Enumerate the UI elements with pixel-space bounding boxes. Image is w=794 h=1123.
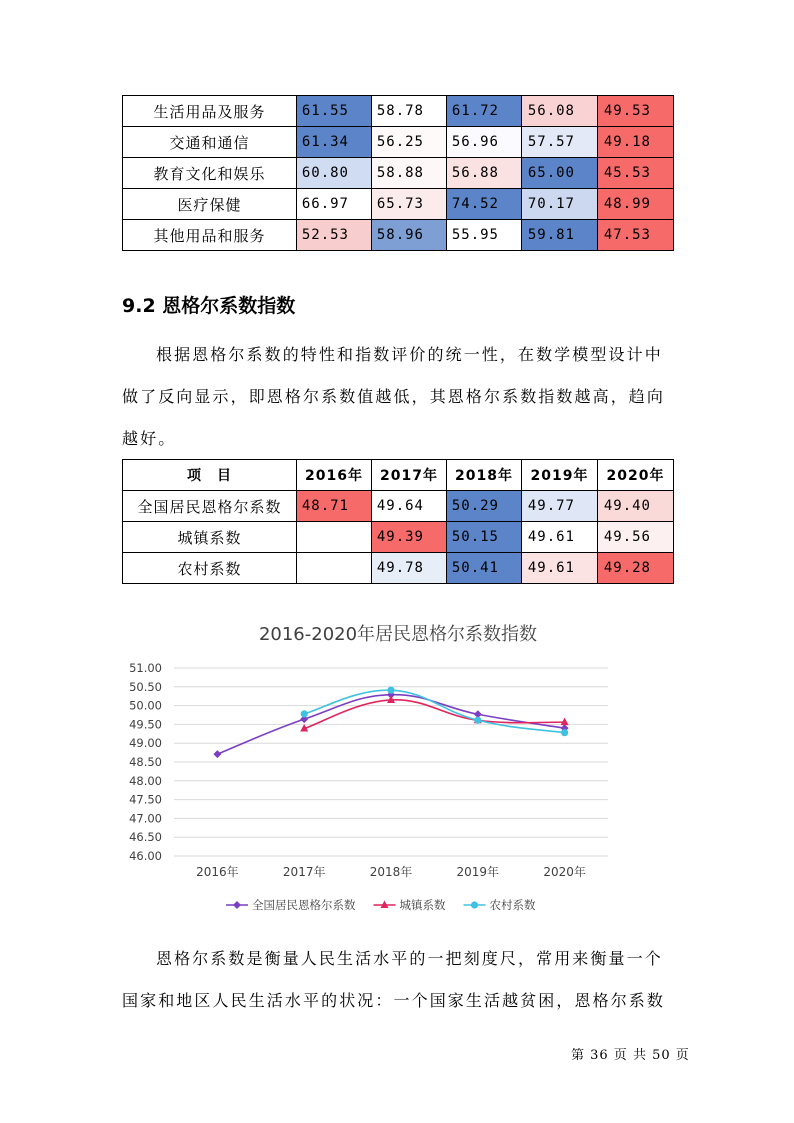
y-tick-label: 50.50 [129,679,162,694]
table-header-cell: 2020年 [598,460,674,491]
table-cell: 49.61 [522,522,598,553]
y-tick-label: 47.50 [129,792,162,807]
closing-paragraph: 恩格尔系数是衡量人民生活水平的一把刻度尺，常用来衡量一个国家和地区人民生活水平的状况：一个国家生活越贫困，恩格尔系数 [122,949,666,1010]
table-row [123,220,674,251]
legend-item [226,898,356,912]
y-tick-label: 46.00 [129,849,162,863]
legend-item [464,898,536,912]
y-tick-label: 46.50 [129,830,162,845]
table-cell: 50.15 [447,522,522,553]
row-label: 城镇系数 [123,522,297,553]
chart-legend [226,898,536,912]
table-header-cell: 2016年 [297,460,372,491]
table-cell: 49.61 [522,553,598,584]
table-cell: 49.18 [598,127,674,158]
line-chart-svg [122,612,674,924]
table-cell: 49.78 [372,553,447,584]
row-label: 交通和通信 [123,127,297,158]
table-cell: 49.77 [522,491,598,522]
x-axis-ticks [196,864,586,879]
y-axis-ticks [129,661,162,863]
table-header-cell: 2019年 [522,460,598,491]
table-cell: 52.53 [297,220,372,251]
table-cell: 58.96 [372,220,447,251]
table-cell: 61.55 [297,96,372,127]
legend-label: 城镇系数 [399,898,446,912]
y-tick-label: 51.00 [129,661,162,675]
table-row [123,127,674,158]
row-label: 生活用品及服务 [123,96,297,127]
table-cell: 57.57 [522,127,598,158]
engel-index-chart [122,612,674,924]
table-cell: 74.52 [447,189,522,220]
chart-title: 2016-2020年居民恩格尔系数指数 [258,624,538,645]
page-footer: 第 36 页 共 50 页 [571,1048,690,1063]
table-cell: 56.96 [447,127,522,158]
row-label: 全国居民恩格尔系数 [123,491,297,522]
x-tick-label: 2019年 [456,865,500,879]
row-label: 医疗保健 [123,189,297,220]
legend-marker [471,901,478,908]
x-tick-label: 2020年 [543,865,586,879]
series-3 [301,687,569,737]
row-label: 农村系数 [123,553,297,584]
table-header-cell: 2017年 [372,460,447,491]
data-point [474,717,481,724]
table-cell: 49.64 [372,491,447,522]
row-label: 其他用品和服务 [123,220,297,251]
table-cell: 61.72 [447,96,522,127]
y-tick-label: 48.50 [129,755,162,769]
table-cell: 49.56 [598,522,674,553]
consumption-index-table [122,95,674,251]
table-cell: 61.34 [297,127,372,158]
x-tick-label: 2016年 [196,865,239,879]
y-tick-label: 47.00 [129,811,162,826]
table-cell [297,522,372,553]
legend-item [374,898,446,912]
x-tick-label: 2018年 [369,865,413,879]
data-point [213,750,221,758]
table-cell: 47.53 [598,220,674,251]
table-cell: 56.88 [447,158,522,189]
table-cell: 65.73 [372,189,447,220]
table-cell: 58.88 [372,158,447,189]
table-cell: 55.95 [447,220,522,251]
legend-marker [233,901,241,909]
y-tick-label: 49.00 [129,736,162,751]
table-cell: 48.99 [598,189,674,220]
table-row [123,522,674,553]
y-tick-label: 48.00 [129,773,162,788]
table-row [123,553,674,584]
x-tick-label: 2017年 [282,865,326,879]
table-cell: 56.08 [522,96,598,127]
table-header-cell: 项 目 [123,460,297,491]
table-cell: 56.25 [372,127,447,158]
table-cell: 49.40 [598,491,674,522]
table-cell: 48.71 [297,491,372,522]
table-cell: 49.39 [372,522,447,553]
data-point [561,729,568,736]
table-cell: 70.17 [522,189,598,220]
table-cell: 66.97 [297,189,372,220]
legend-label: 农村系数 [489,898,536,912]
engel-coefficient-table [122,459,674,584]
y-tick-label: 50.00 [129,698,162,713]
data-point [301,710,308,717]
table-header-row [123,460,674,491]
table-header-cell: 2018年 [447,460,522,491]
data-point [387,687,394,694]
series-lines [213,687,568,759]
table-row [123,189,674,220]
table-cell: 49.53 [598,96,674,127]
table-cell: 49.28 [598,553,674,584]
table-cell: 59.81 [522,220,598,251]
table-row [123,96,674,127]
table-cell: 45.53 [598,158,674,189]
row-label: 教育文化和娱乐 [123,158,297,189]
table-row [123,491,674,522]
table-cell: 50.29 [447,491,522,522]
table-row [123,158,674,189]
table-cell: 60.80 [297,158,372,189]
section-heading: 9.2 恩格尔系数指数 [122,295,296,317]
table-cell [297,553,372,584]
table-cell: 65.00 [522,158,598,189]
table-cell: 58.78 [372,96,447,127]
y-tick-label: 49.50 [129,717,162,732]
table-cell: 50.41 [447,553,522,584]
legend-label: 全国居民恩格尔系数 [252,898,356,912]
intro-paragraph: 根据恩格尔系数的特性和指数评价的统一性，在数学模型设计中做了反向显示，即恩格尔系数值越低，其恩格尔系数指数越高，趋向越好。 [122,345,666,448]
